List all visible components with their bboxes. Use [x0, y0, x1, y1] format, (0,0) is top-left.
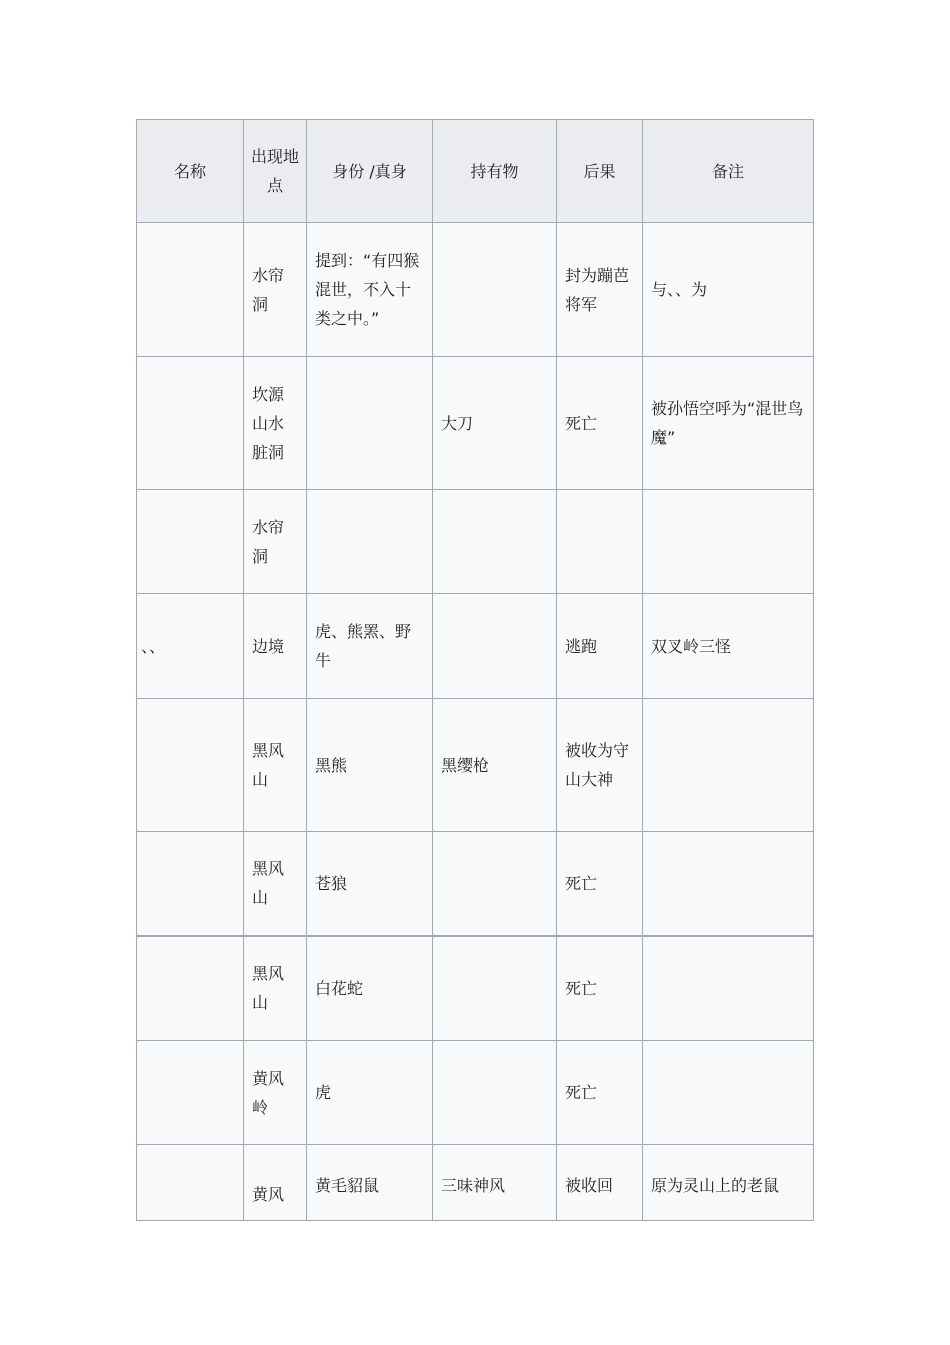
table-header-row	[137, 120, 814, 223]
cell-identity	[307, 490, 433, 594]
table-row	[137, 699, 814, 832]
cell-notes	[643, 699, 814, 832]
cell-location: 黄风岭	[244, 1041, 307, 1145]
cell-name	[137, 1145, 244, 1221]
cell-identity: 虎、熊罴、野牛	[307, 594, 433, 699]
cell-name	[137, 832, 244, 936]
cell-name	[137, 699, 244, 832]
cell-identity: 黄毛貂鼠	[307, 1145, 433, 1221]
cell-location: 坎源山水脏洞	[244, 357, 307, 490]
header-name: 名称	[137, 120, 244, 223]
table-row	[137, 1041, 814, 1145]
header-location: 出现地点	[244, 120, 307, 223]
cell-notes	[643, 832, 814, 936]
table-row	[137, 223, 814, 357]
table-row	[137, 490, 814, 594]
cell-location: 边境	[244, 594, 307, 699]
cell-notes: 双叉岭三怪	[643, 594, 814, 699]
table-row	[137, 1145, 814, 1221]
cell-notes: 原为灵山上的老鼠	[643, 1145, 814, 1221]
cell-notes: 与、、为	[643, 223, 814, 357]
cell-outcome: 封为蹦芭将军	[557, 223, 643, 357]
cell-possession	[433, 1041, 557, 1145]
table-row	[137, 357, 814, 490]
cell-notes: 被孙悟空呼为“混世鸟魔”	[643, 357, 814, 490]
cell-location: 黑风山	[244, 699, 307, 832]
cell-outcome: 死亡	[557, 936, 643, 1041]
cell-name	[137, 490, 244, 594]
header-outcome: 后果	[557, 120, 643, 223]
cell-possession: 三味神风	[433, 1145, 557, 1221]
cell-possession: 黑缨枪	[433, 699, 557, 832]
cell-outcome: 死亡	[557, 832, 643, 936]
cell-identity: 黑熊	[307, 699, 433, 832]
cell-location: 黑风山	[244, 936, 307, 1041]
cell-outcome: 逃跑	[557, 594, 643, 699]
cell-name	[137, 1041, 244, 1145]
table-row	[137, 594, 814, 699]
cell-outcome: 死亡	[557, 357, 643, 490]
cell-location: 水帘洞	[244, 490, 307, 594]
cell-notes	[643, 490, 814, 594]
cell-identity: 苍狼	[307, 832, 433, 936]
cell-possession	[433, 936, 557, 1041]
cell-name: 、、	[137, 594, 244, 699]
table-row	[137, 832, 814, 936]
cell-outcome: 被收回	[557, 1145, 643, 1221]
cell-possession: 大刀	[433, 357, 557, 490]
cell-name	[137, 357, 244, 490]
cell-location: 黄风	[244, 1145, 307, 1221]
cell-possession	[433, 490, 557, 594]
cell-outcome: 被收为守山大神	[557, 699, 643, 832]
cell-location: 黑风山	[244, 832, 307, 936]
cell-location: 水帘洞	[244, 223, 307, 357]
cell-outcome: 死亡	[557, 1041, 643, 1145]
cell-possession	[433, 223, 557, 357]
cell-outcome	[557, 490, 643, 594]
cell-identity: 提到：“有四猴混世，不入十类之中。”	[307, 223, 433, 357]
cell-notes	[643, 1041, 814, 1145]
header-possession: 持有物	[433, 120, 557, 223]
cell-name	[137, 936, 244, 1041]
cell-name	[137, 223, 244, 357]
character-table	[136, 119, 814, 1221]
cell-notes	[643, 936, 814, 1041]
cell-identity: 白花蛇	[307, 936, 433, 1041]
cell-identity: 虎	[307, 1041, 433, 1145]
cell-possession	[433, 832, 557, 936]
cell-possession	[433, 594, 557, 699]
cell-identity	[307, 357, 433, 490]
header-notes: 备注	[643, 120, 814, 223]
table-row	[137, 936, 814, 1041]
header-identity: 身份 /真身	[307, 120, 433, 223]
